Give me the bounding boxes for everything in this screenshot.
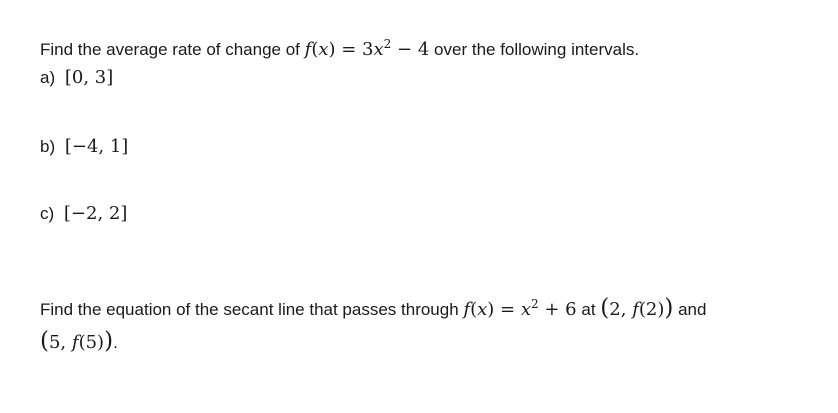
problem-1-text-before: Find the average rate of change of bbox=[40, 40, 300, 59]
problem-2-and: and bbox=[678, 300, 707, 319]
problem-2-point-1: (2, f(2)) bbox=[600, 295, 674, 321]
problem-2-text-before: Find the equation of the secant line that passes through bbox=[40, 300, 459, 319]
problem-2-prompt bbox=[40, 295, 706, 323]
part-c-interval: [−2, 2] bbox=[63, 203, 128, 224]
part-b bbox=[40, 136, 128, 158]
part-a bbox=[40, 67, 113, 89]
part-a-label: a) bbox=[40, 68, 56, 87]
problem-1-function: $f(x) = 3x^2 - 4$ bbox=[304, 37, 430, 60]
problem-2-at: at bbox=[581, 300, 596, 319]
part-c bbox=[40, 203, 127, 225]
part-b-interval: [−4, 1] bbox=[64, 136, 129, 157]
problem-1-text-after: over the following intervals. bbox=[434, 40, 640, 59]
problem-1-prompt bbox=[40, 39, 639, 61]
problem-2-point-2: (5, f(5)) bbox=[40, 328, 114, 354]
problem-2-prompt-continued bbox=[40, 328, 118, 356]
part-a-interval: [0, 3] bbox=[64, 67, 114, 88]
problem-2-period: . bbox=[113, 333, 118, 352]
part-c-label: c) bbox=[40, 204, 55, 223]
problem-2-function: $f(x) = x^2 + 6$ bbox=[463, 297, 577, 320]
part-b-label: b) bbox=[40, 137, 56, 156]
